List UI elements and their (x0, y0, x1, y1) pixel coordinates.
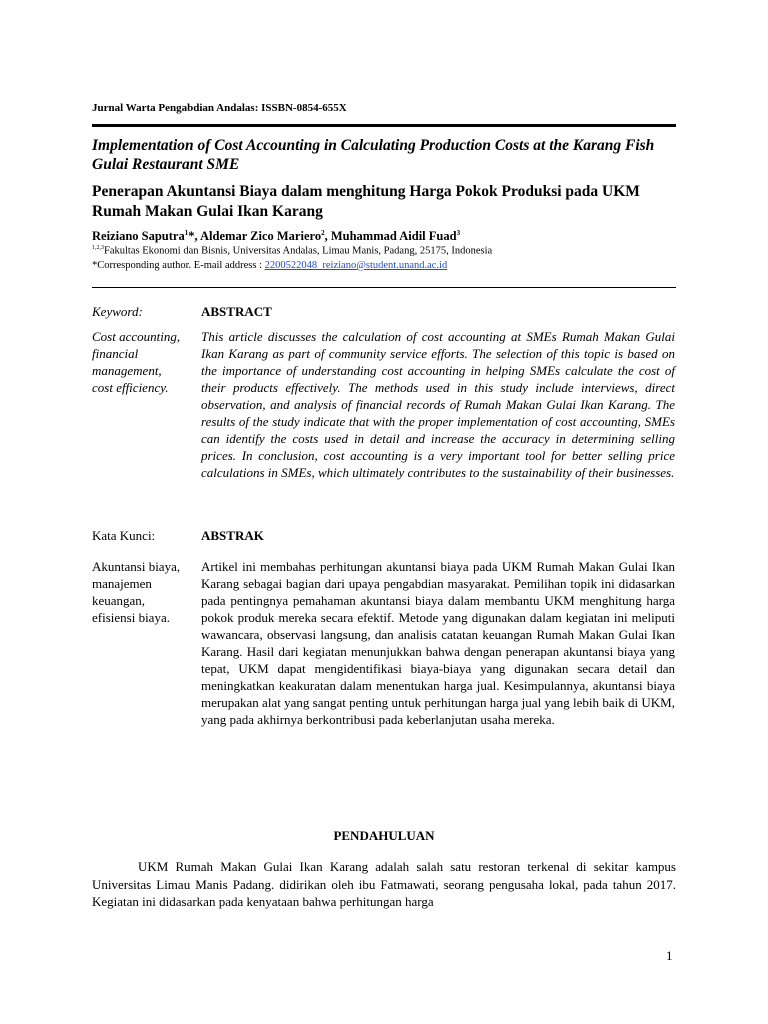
page-number: 1 (666, 948, 673, 963)
kata-kunci-list: Akuntansi biaya, manajemen keuangan, efisiensi biaya. (92, 559, 181, 625)
kata-kunci-heading: Kata Kunci: (92, 528, 156, 543)
author-3-affil-mark: 3 (456, 229, 461, 237)
corresponding-author (92, 260, 447, 271)
abstract-heading: ABSTRACT (201, 304, 272, 319)
affiliation-text: Fakultas Ekonomi dan Bisnis, Universitas Andalas, Limau Manis, Padang, 25175, Indonesia (104, 245, 493, 257)
corresponding-label: *Corresponding author. E-mail address : (92, 260, 265, 271)
affiliation-marks: 1,2,3 (92, 245, 104, 251)
abstrak-heading: ABSTRAK (201, 528, 264, 543)
author-1: Reiziano Saputra (92, 229, 185, 244)
abstract-text: This article discusses the calculation of cost accounting at SMEs Rumah Makan Gulai Ikan Karang as part of community service efforts. The selection of this topic is based on the importance of understanding cost accounting in helping SMEs calculate the cost of their products effectively. The methods used in this study include interviews, direct observation, and analysis of financial records of Rumah Makan Gulai Ikan Karang. The results of the study indicate that with the proper implementation of cost accounting, SMEs can identify the costs used in detail and increase the accuracy in determining selling prices. In conclusion, cost accounting is a very important tool for better selling price calculations in SMEs, which ultimately contributes to the sustainability of their businesses. (201, 329, 675, 480)
keyword-heading: Keyword: (92, 304, 143, 319)
author-3: Muhammad Aidil Fuad (330, 229, 457, 244)
header-divider (92, 124, 676, 127)
author-line (92, 229, 460, 244)
indonesian-title: Penerapan Akuntansi Biaya dalam menghitung Harga Pokok Produksi pada UKM Rumah Makan Gulai Ikan Karang (92, 183, 640, 220)
english-title: Implementation of Cost Accounting in Calculating Production Costs at the Karang Fish Gulai Restaurant SME (92, 137, 655, 173)
keyword-list: Cost accounting, financial management, cost efficiency. (92, 329, 181, 395)
abstrak-text: Artikel ini membahas perhitungan akuntansi biaya pada UKM Rumah Makan Gulai Ikan Karang sebagai bagian dari upaya pengabdian masyarakat. Pemilihan topik ini didasarkan pada pentingnya pemahaman akuntansi biaya dalam membantu UKM menghitung harga pokok produk mereka secara efektif. Metode yang digunakan dalam kegiatan ini meliputi wawancara, observasi langsung, dan analisis catatan keuangan Rumah Makan Gulai Ikan Karang. Hasil dari kegiatan menunjukkan bahwa dengan penerapan akuntansi biaya yang tepat, UKM dapat mengidentifikasi biaya-biaya yang digunakan secara detail dan meningkatkan keakuratan dalam menentukan harga jual. Kesimpulannya, akuntansi biaya merupakan alat yang sangat penting untuk perhitungan harga jual yang lebih baik di UKM, yang pada akhirnya berkontribusi pada keberlanjutan usaha mereka. (201, 559, 675, 727)
corresponding-mark: *, (188, 229, 201, 244)
author-1-affil-mark: 1 (184, 229, 189, 237)
affiliation (92, 245, 492, 257)
intro-paragraph: UKM Rumah Makan Gulai Ikan Karang adalah salah satu restoran terkenal di sekitar kampus Universitas Limau Manis Padang. didirikan oleh ibu Fatmawati, seorang pengusaha lokal, pada tahun 2017. Kegiatan ini didasarkan pada kenyataan bahwa perhitungan harga (92, 859, 676, 909)
email-link[interactable]: 2200522048_reiziano@student.unand.ac.id (264, 260, 448, 271)
author-2-affil-mark: 2 (321, 229, 325, 237)
author-2: Aldemar Zico Mariero (200, 229, 322, 244)
journal-header: Jurnal Warta Pengabdian Andalas: ISSBN-0854-655X (92, 102, 347, 114)
section-heading: PENDAHULUAN (333, 828, 435, 843)
author-separator: , (324, 229, 331, 244)
section-divider (92, 287, 676, 288)
